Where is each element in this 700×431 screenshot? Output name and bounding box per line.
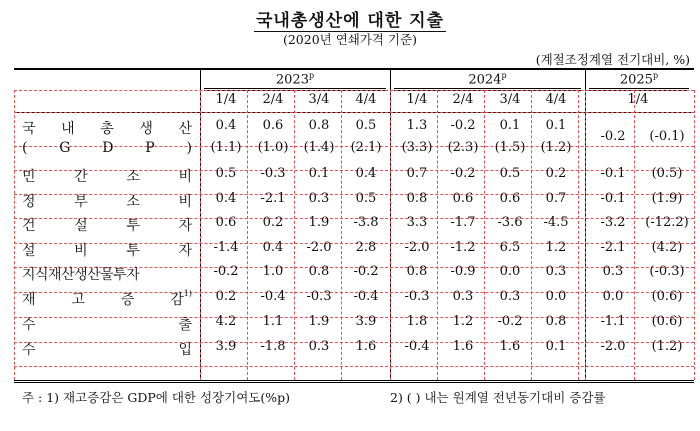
row-label [14,118,202,138]
table-cell: -0.4 [353,289,379,304]
label-char: D [102,140,114,156]
table-cell: 0.1 [545,118,567,133]
quarter-header: 1/4 [627,92,649,107]
table-cell: -0.3 [404,289,430,304]
table-cell: -1.8 [260,339,286,354]
table-cell: 3.9 [355,314,377,329]
table-cell: -2.0 [404,240,430,255]
table-cell: 0.3 [308,191,330,206]
quarter-header: 3/4 [499,92,521,107]
table-cell: 0.5 [355,191,377,206]
label-char: 비 [178,194,192,210]
table-cell: (1.1) [210,140,242,155]
q1-2025-change: -2.0 [600,339,626,354]
row-label [14,166,202,186]
row-label-text [22,140,192,156]
table-cell: 0.4 [355,166,377,181]
table-cell: 3.3 [406,215,428,230]
quarter-header: 1/4 [215,92,237,107]
table-cell: 0.8 [545,314,567,329]
table-cell: -0.3 [260,166,286,181]
table-cell: 0.3 [499,289,521,304]
label-char: 수 [22,317,36,333]
quarter-header: 3/4 [308,92,330,107]
q1-2025-change: -0.1 [600,166,626,181]
label-char: 총 [100,121,114,137]
q1-2025-change: -0.2 [600,129,626,144]
row-label [14,140,202,156]
table-cell: 0.2 [215,289,237,304]
unit-label: (계절조정계열 전기대비, %) [535,52,690,67]
table-bottom-rule [14,380,694,381]
table-cell: 0.0 [499,264,521,279]
label-char: 산 [178,121,192,137]
label-char: 자 [178,243,192,259]
table-cell: 6.5 [499,240,521,255]
table-cell: (1.5) [494,140,526,155]
guide-v-2 [247,90,248,380]
q1-2025-yoy: (-0.1) [649,129,685,144]
row-label [14,339,202,359]
label-char: 간 [74,169,88,185]
row-label [14,215,202,235]
guide-h-top [14,90,694,91]
year-text: 2025 [619,72,653,88]
q1-2025-change: 0.3 [602,264,624,279]
row-label-text [22,166,192,186]
guide-v-11 [634,90,635,380]
table-cell: (2.3) [447,140,479,155]
gdp-expenditure-table [14,68,694,380]
table-cell: 0.8 [406,264,428,279]
table-cell: 0.6 [452,191,474,206]
row-label-text [22,118,192,138]
q1-2025-yoy: (0.5) [651,166,683,181]
table-cell: 1.9 [308,314,330,329]
table-cell: 1.9 [308,215,330,230]
q1-2025-yoy: (1.9) [651,191,683,206]
table-cell: 0.8 [406,191,428,206]
year-sup: p [501,71,507,80]
guide-h-10 [14,366,694,367]
table-cell: 0.5 [499,166,521,181]
table-cell: 0.1 [499,118,521,133]
quarter-header: 2/4 [452,92,474,107]
guide-v-3 [294,90,295,380]
row-label-text: 지식재산생산물투자 [22,267,140,283]
table-cell: 1.0 [262,264,284,279]
row-label [14,240,202,260]
table-cell: (3.3) [401,140,433,155]
table-cell: 4.2 [215,314,237,329]
q1-2025-change: -0.1 [600,191,626,206]
table-cell: 1.6 [452,339,474,354]
q1-2025-yoy: (4.2) [651,240,683,255]
row-label-text [22,289,184,309]
table-cell: 0.4 [215,191,237,206]
label-char: ( [22,140,28,156]
row-label-text [22,191,192,211]
table-cell: 0.2 [262,215,284,230]
label-char: 국 [22,121,36,137]
footer-divider [14,382,694,383]
q1-2025-change: -2.1 [600,240,626,255]
table-cell: 1.8 [406,314,428,329]
table-cell: -3.8 [353,215,379,230]
q1-2025-change: -3.2 [600,215,626,230]
table-cell: -0.2 [497,314,523,329]
table-cell: 0.7 [406,166,428,181]
table-cell: 0.6 [262,118,284,133]
year-label-2025 [589,71,689,87]
subtitle: (2020년 연쇄가격 기준) [282,32,418,47]
guide-v-7 [484,90,485,380]
table-cell: 0.5 [355,118,377,133]
table-cell: -0.9 [450,264,476,279]
table-cell: 0.8 [308,118,330,133]
table-cell: -2.0 [306,240,332,255]
table-cell: 0.4 [262,240,284,255]
guide-v-5 [390,90,391,380]
table-cell: 0.5 [215,166,237,181]
table-cell: 1.6 [499,339,521,354]
table-cell: 0.1 [545,339,567,354]
quarter-header: 4/4 [355,92,377,107]
label-char: 투 [126,243,140,259]
table-cell: 0.4 [215,118,237,133]
footnote-marker: 1) [183,289,192,298]
table-cell: -3.6 [497,215,523,230]
year-text: 2024 [468,72,502,88]
table-cell: -4.5 [543,215,569,230]
row-label [14,314,202,334]
year-sup: p [652,71,659,80]
row-label-text [22,314,192,334]
table-cell: -1.2 [450,240,476,255]
table-top-rule [14,68,694,70]
table-cell: -0.4 [404,339,430,354]
label-char: 재 [22,292,36,308]
label-char: ) [186,140,192,156]
label-char: 자 [178,218,192,234]
row-label [14,191,202,211]
year-text: 2023 [275,72,309,88]
table-cell: 2.8 [355,240,377,255]
label-char: P [145,140,155,156]
quarter-header: 2/4 [262,92,284,107]
table-cell: -0.2 [450,118,476,133]
page-title: 국내총생산에 대한 지출 [255,11,445,31]
guide-v-12 [694,90,695,380]
guide-v-6 [437,90,438,380]
q1-2025-change: 0.0 [602,289,624,304]
row-label-text [22,240,192,260]
q1-2025-yoy: (0.6) [651,314,683,329]
label-char: 부 [74,194,88,210]
table-cell: 1.2 [452,314,474,329]
table-cell: -2.1 [260,191,286,206]
table-cell: 0.2 [545,166,567,181]
label-char: 비 [178,169,192,185]
label-char: 생 [139,121,153,137]
label-char: 설 [74,218,88,234]
label-char: 내 [61,121,75,137]
table-cell: 1.3 [406,118,428,133]
table-cell: 0.0 [545,289,567,304]
label-char: 입 [178,342,192,358]
year-sup: p [308,71,315,80]
q1-2025-yoy: (1.2) [651,339,683,354]
table-cell: 0.3 [545,264,567,279]
table-cell: (2.1) [350,140,382,155]
year-label-2023 [204,71,386,87]
guide-v-4 [341,90,342,380]
q1-2025-yoy: (-0.3) [649,264,685,279]
table-cell: (1.0) [257,140,289,155]
table-cell: 0.1 [308,166,330,181]
label-char: 수 [22,342,36,358]
label-char: G [59,140,71,156]
table-cell: (1.4) [303,140,335,155]
table-cell: 1.2 [545,240,567,255]
label-char: 고 [71,292,85,308]
table-cell: 0.3 [308,339,330,354]
label-char: 건 [22,218,36,234]
label-char: 소 [126,194,140,210]
footnote-1: 주 : 1) 재고증감은 GDP에 대한 성장기여도(%p) [22,390,290,405]
table-cell: 0.3 [452,289,474,304]
table-cell: 0.6 [215,215,237,230]
table-cell: -0.3 [306,289,332,304]
guide-v-8 [531,90,532,380]
label-char: 감 [170,292,184,308]
guide-v-10 [585,90,586,380]
q1-2025-yoy: (0.6) [651,289,683,304]
footnote-2: 2) ( ) 내는 원계열 전년동기대비 증감률 [390,390,606,405]
table-cell: (1.2) [540,140,572,155]
year-label-2024 [394,71,581,87]
label-char: 출 [178,317,192,333]
q1-2025-change: -1.1 [600,314,626,329]
row-label-text [22,215,192,235]
table-cell: 1.6 [355,339,377,354]
table-cell: 0.8 [308,264,330,279]
table-cell: 0.6 [499,191,521,206]
label-char: 민 [22,169,36,185]
label-char: 투 [126,218,140,234]
table-cell: -0.4 [260,289,286,304]
quarter-header: 1/4 [406,92,428,107]
table-cell: -1.4 [213,240,239,255]
label-char: 소 [126,169,140,185]
row-label [14,289,202,309]
label-char: 증 [120,292,135,308]
table-cell: 3.9 [215,339,237,354]
table-cell: -0.2 [450,166,476,181]
guide-h-0 [14,112,694,113]
label-char: 설 [22,243,36,259]
table-cell: -0.2 [353,264,379,279]
row-label-text [22,339,192,359]
guide-v-9 [578,90,579,380]
quarter-header: 4/4 [545,92,567,107]
table-cell: 1.1 [262,314,284,329]
table-cell: -0.2 [213,264,239,279]
table-cell: -1.7 [450,215,476,230]
label-char: 정 [22,194,36,210]
q1-2025-yoy: (-12.2) [645,215,689,230]
row-label [14,264,202,284]
label-char: 비 [74,243,88,259]
table-cell: 0.7 [545,191,567,206]
